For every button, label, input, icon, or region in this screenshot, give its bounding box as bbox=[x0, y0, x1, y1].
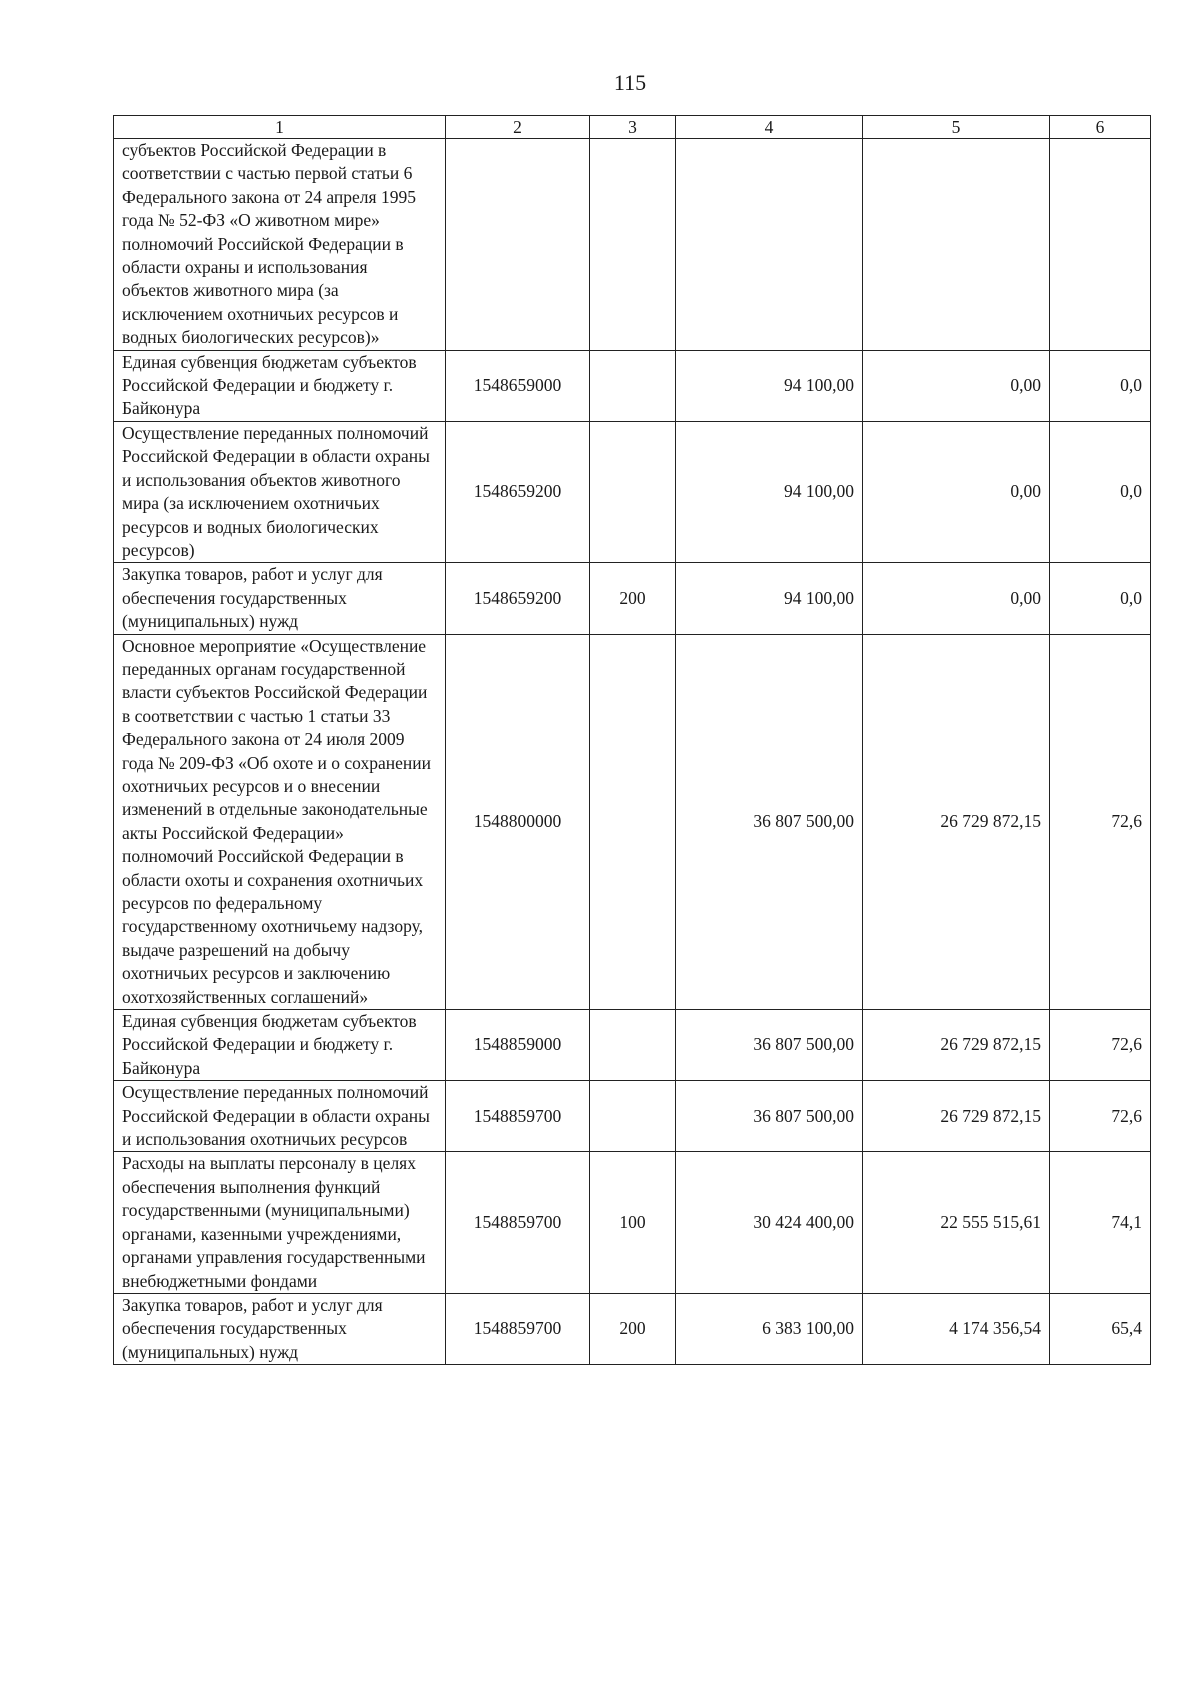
plan-amount-cell: 94 100,00 bbox=[676, 350, 863, 421]
table-row bbox=[114, 421, 1151, 562]
actual-amount-cell: 4 174 356,54 bbox=[863, 1293, 1050, 1364]
target-code-cell bbox=[446, 139, 590, 351]
expense-type-cell: 100 bbox=[590, 1152, 676, 1293]
plan-amount-cell: 94 100,00 bbox=[676, 563, 863, 634]
table-row bbox=[114, 350, 1151, 421]
actual-amount-cell: 26 729 872,15 bbox=[863, 634, 1050, 1010]
plan-amount-cell: 36 807 500,00 bbox=[676, 1081, 863, 1152]
percent-cell: 72,6 bbox=[1050, 634, 1151, 1010]
percent-cell: 74,1 bbox=[1050, 1152, 1151, 1293]
plan-amount-cell: 6 383 100,00 bbox=[676, 1293, 863, 1364]
expense-type-cell bbox=[590, 634, 676, 1010]
actual-amount-cell: 0,00 bbox=[863, 350, 1050, 421]
target-code-cell: 1548659200 bbox=[446, 421, 590, 562]
table-row bbox=[114, 1152, 1151, 1293]
table-row bbox=[114, 1293, 1151, 1364]
percent-cell: 0,0 bbox=[1050, 350, 1151, 421]
table-row bbox=[114, 563, 1151, 634]
plan-amount-cell bbox=[676, 139, 863, 351]
expense-type-cell bbox=[590, 1081, 676, 1152]
column-header: 4 bbox=[676, 116, 863, 139]
page-number: 115 bbox=[613, 70, 647, 95]
target-code-cell: 1548659000 bbox=[446, 350, 590, 421]
percent-cell: 72,6 bbox=[1050, 1010, 1151, 1081]
percent-cell: 65,4 bbox=[1050, 1293, 1151, 1364]
row-name-cell: Расходы на выплаты персоналу в целях обеспечения выполнения функций государственными (муниципальными) органами, казенными учреждениями, органами управления государственными внебюджетными фондами bbox=[114, 1152, 446, 1293]
expense-type-cell bbox=[590, 421, 676, 562]
actual-amount-cell bbox=[863, 139, 1050, 351]
row-name-cell: Осуществление переданных полномочий Российской Федерации в области охраны и использования объектов животного мира (за исключением охотничьих ресурсов и водных биологических ресурсов) bbox=[114, 421, 446, 562]
table-row bbox=[114, 1010, 1151, 1081]
expense-type-cell bbox=[590, 350, 676, 421]
actual-amount-cell: 0,00 bbox=[863, 563, 1050, 634]
expense-type-cell: 200 bbox=[590, 1293, 676, 1364]
row-name-cell: Единая субвенция бюджетам субъектов Российской Федерации и бюджету г. Байконура bbox=[114, 1010, 446, 1081]
row-name-cell: субъектов Российской Федерации в соответствии с частью первой статьи 6 Федерального закона от 24 апреля 1995 года № 52-ФЗ «О животном мире» полномочий Российской Федерации в области охраны и использования объектов животного мира (за исключением охотничьих ресурсов и водных биологических ресурсов)» bbox=[114, 139, 446, 351]
column-header: 1 bbox=[114, 116, 446, 139]
column-header: 2 bbox=[446, 116, 590, 139]
expense-type-cell bbox=[590, 1010, 676, 1081]
column-header: 3 bbox=[590, 116, 676, 139]
target-code-cell: 1548659200 bbox=[446, 563, 590, 634]
expense-type-cell: 200 bbox=[590, 563, 676, 634]
table-row bbox=[114, 1081, 1151, 1152]
row-name-cell: Осуществление переданных полномочий Российской Федерации в области охраны и использования охотничьих ресурсов bbox=[114, 1081, 446, 1152]
row-name-cell: Закупка товаров, работ и услуг для обеспечения государственных (муниципальных) нужд bbox=[114, 563, 446, 634]
table-header-row bbox=[114, 116, 1151, 139]
percent-cell: 72,6 bbox=[1050, 1081, 1151, 1152]
percent-cell bbox=[1050, 139, 1151, 351]
plan-amount-cell: 36 807 500,00 bbox=[676, 1010, 863, 1081]
target-code-cell: 1548859700 bbox=[446, 1081, 590, 1152]
plan-amount-cell: 94 100,00 bbox=[676, 421, 863, 562]
actual-amount-cell: 0,00 bbox=[863, 421, 1050, 562]
row-name-cell: Основное мероприятие «Осуществление переданных органам государственной власти субъектов Российской Федерации в соответствии с частью 1 статьи 33 Федерального закона от 24 июля 2009 года № 209-ФЗ «Об охоте и о сохранении охотничьих ресурсов и о внесении изменений в отдельные законодательные акты Российской Федерации» полномочий Российской Федерации в области охоты и сохранения охотничьих ресурсов по федеральному государственному охотничьему надзору, выдаче разрешений на добычу охотничьих ресурсов и заключению охотхозяйственных соглашений» bbox=[114, 634, 446, 1010]
row-name-cell: Единая субвенция бюджетам субъектов Российской Федерации и бюджету г. Байконура bbox=[114, 350, 446, 421]
actual-amount-cell: 22 555 515,61 bbox=[863, 1152, 1050, 1293]
target-code-cell: 1548859700 bbox=[446, 1152, 590, 1293]
percent-cell: 0,0 bbox=[1050, 421, 1151, 562]
expense-type-cell bbox=[590, 139, 676, 351]
column-header: 6 bbox=[1050, 116, 1151, 139]
target-code-cell: 1548800000 bbox=[446, 634, 590, 1010]
target-code-cell: 1548859000 bbox=[446, 1010, 590, 1081]
target-code-cell: 1548859700 bbox=[446, 1293, 590, 1364]
actual-amount-cell: 26 729 872,15 bbox=[863, 1081, 1050, 1152]
row-name-cell: Закупка товаров, работ и услуг для обеспечения государственных (муниципальных) нужд bbox=[114, 1293, 446, 1364]
table-row bbox=[114, 139, 1151, 351]
plan-amount-cell: 30 424 400,00 bbox=[676, 1152, 863, 1293]
column-header: 5 bbox=[863, 116, 1050, 139]
table-row bbox=[114, 634, 1151, 1010]
plan-amount-cell: 36 807 500,00 bbox=[676, 634, 863, 1010]
budget-table bbox=[113, 115, 1151, 1365]
actual-amount-cell: 26 729 872,15 bbox=[863, 1010, 1050, 1081]
percent-cell: 0,0 bbox=[1050, 563, 1151, 634]
